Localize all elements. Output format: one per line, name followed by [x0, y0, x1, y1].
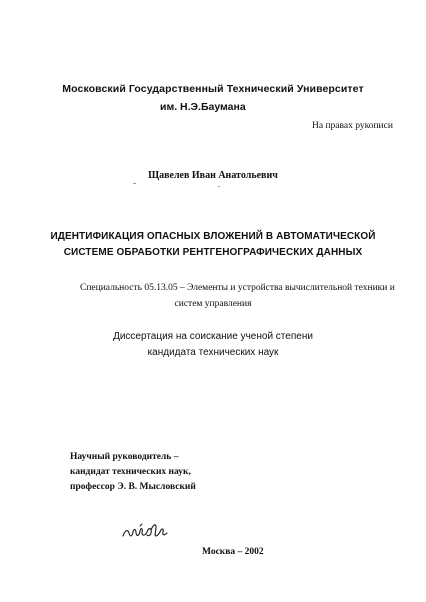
university-name-line2: им. Н.Э.Баумана — [160, 101, 246, 113]
scan-speck — [218, 186, 220, 187]
university-name: Московский Государственный Технический Университет — [62, 83, 364, 95]
rights-note: На правах рукописи — [312, 121, 393, 131]
city-and-year: Москва – 2002 — [202, 547, 264, 557]
thesis-title-line1: ИДЕНТИФИКАЦИЯ ОПАСНЫХ ВЛОЖЕНИЙ В АВТОМАТИЧЕСКОЙ — [50, 231, 376, 242]
specialty-line1: Специальность 05.13.05 – Элементы и устройства вычислительной техники и — [80, 283, 395, 293]
scan-speck — [133, 183, 136, 184]
specialty-line2: систем управления — [174, 299, 252, 309]
supervisor-degree: кандидат технических наук, — [70, 467, 191, 477]
degree-line1: Диссертация на соискание ученой степени — [113, 331, 313, 342]
author-name: Щавелев Иван Анатольевич — [148, 170, 278, 181]
supervisor-label: Научный руководитель – — [70, 452, 179, 462]
degree-line2: кандидата технических наук — [147, 347, 279, 358]
supervisor-name: профессор Э. В. Мысловский — [70, 482, 196, 492]
thesis-title-line2: СИСТЕМЕ ОБРАБОТКИ РЕНТГЕНОГРАФИЧЕСКИХ ДАННЫХ — [63, 247, 363, 258]
handwritten-signature — [120, 518, 170, 544]
